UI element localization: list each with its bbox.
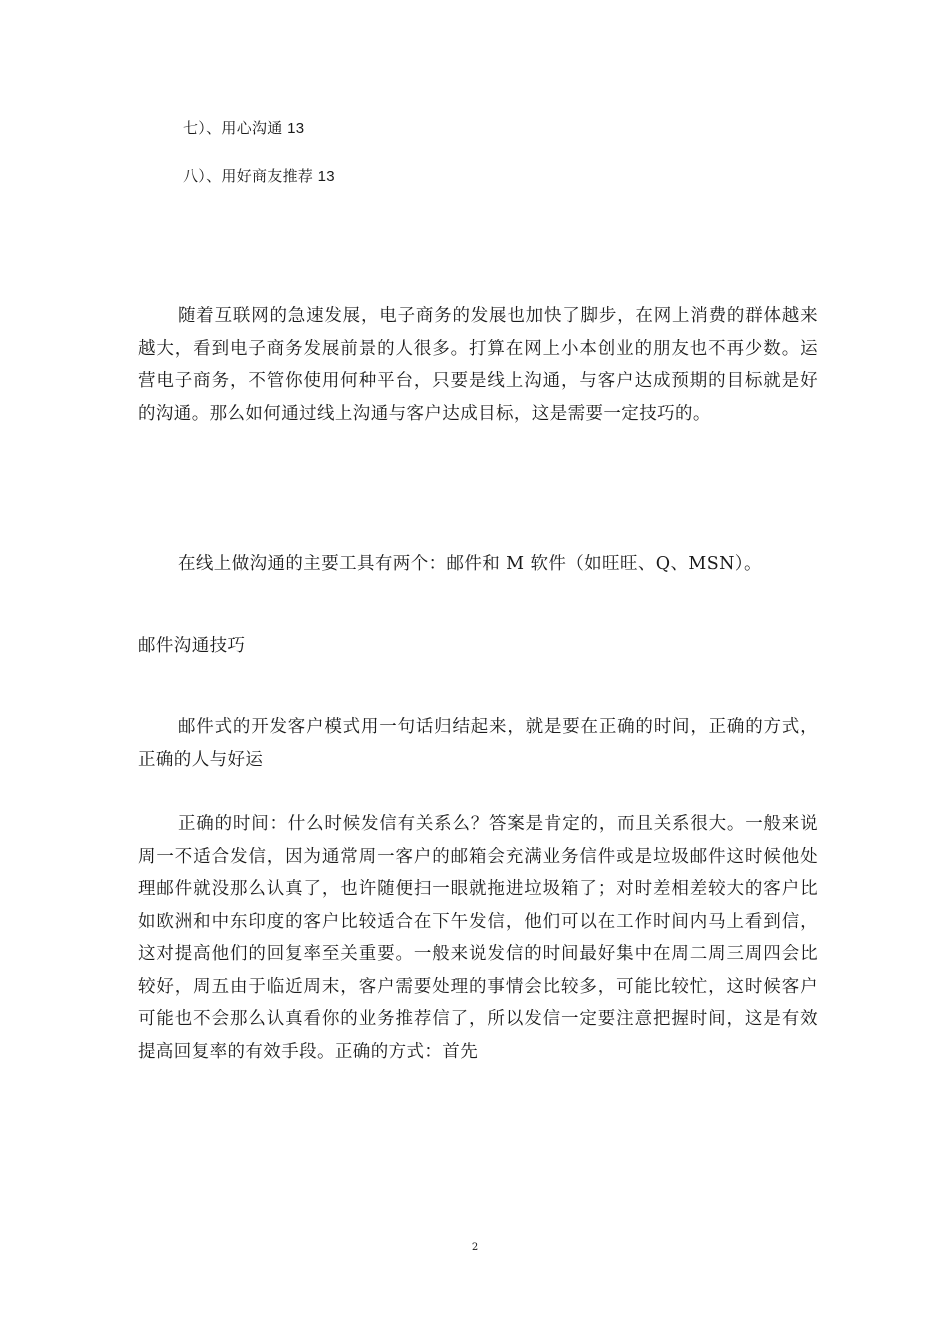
right-time-paragraph: 正确的时间：什么时候发信有关系么？答案是肯定的，而且关系很大。一般来说周一不适合发信，因为通常周一客户的邮箱会充满业务信件或是垃圾邮件这时候他处理邮件就没那么认真了，也许随便扫一眼就拖进垃圾箱了；对时差相差较大的客户比如欧洲和中东印度的客户比较适合在下午发信，他们可以在工作时间内马上看到信，这对提高他们的回复率至关重要。一般来说发信的时间最好集中在周二周三周四会比较好，周五由于临近周末，客户需要处理的事情会比较多，可能比较忙，这时候客户可能也不会那么认真看你的业务推荐信了，所以发信一定要注意把握时间，这是有效提高回复率的有效手段。正确的方式：首先 xyxy=(138,814,818,1062)
toc-item-8: 八）、用好商友推荐 13 xyxy=(183,168,335,185)
toc-item-7: 七）、用心沟通 13 xyxy=(183,120,305,137)
email-intro-paragraph: 邮件式的开发客户模式用一句话归结起来，就是要在正确的时间，正确的方式，正确的人与好运 xyxy=(138,717,818,770)
tools-paragraph: 在线上做沟通的主要工具有两个：邮件和 M 软件（如旺旺、Q、MSN）。 xyxy=(178,554,762,574)
intro-paragraph: 随着互联网的急速发展，电子商务的发展也加快了脚步，在网上消费的群体越来越大，看到电子商务发展前景的人很多。打算在网上小本创业的朋友也不再少数。运营电子商务，不管你使用何种平台，只要是线上沟通，与客户达成预期的目标就是好的沟通。那么如何通过线上沟通与客户达成目标，这是需要一定技巧的。 xyxy=(138,306,818,424)
section-heading-email: 邮件沟通技巧 xyxy=(138,636,246,656)
page-number: 2 xyxy=(471,1242,479,1253)
